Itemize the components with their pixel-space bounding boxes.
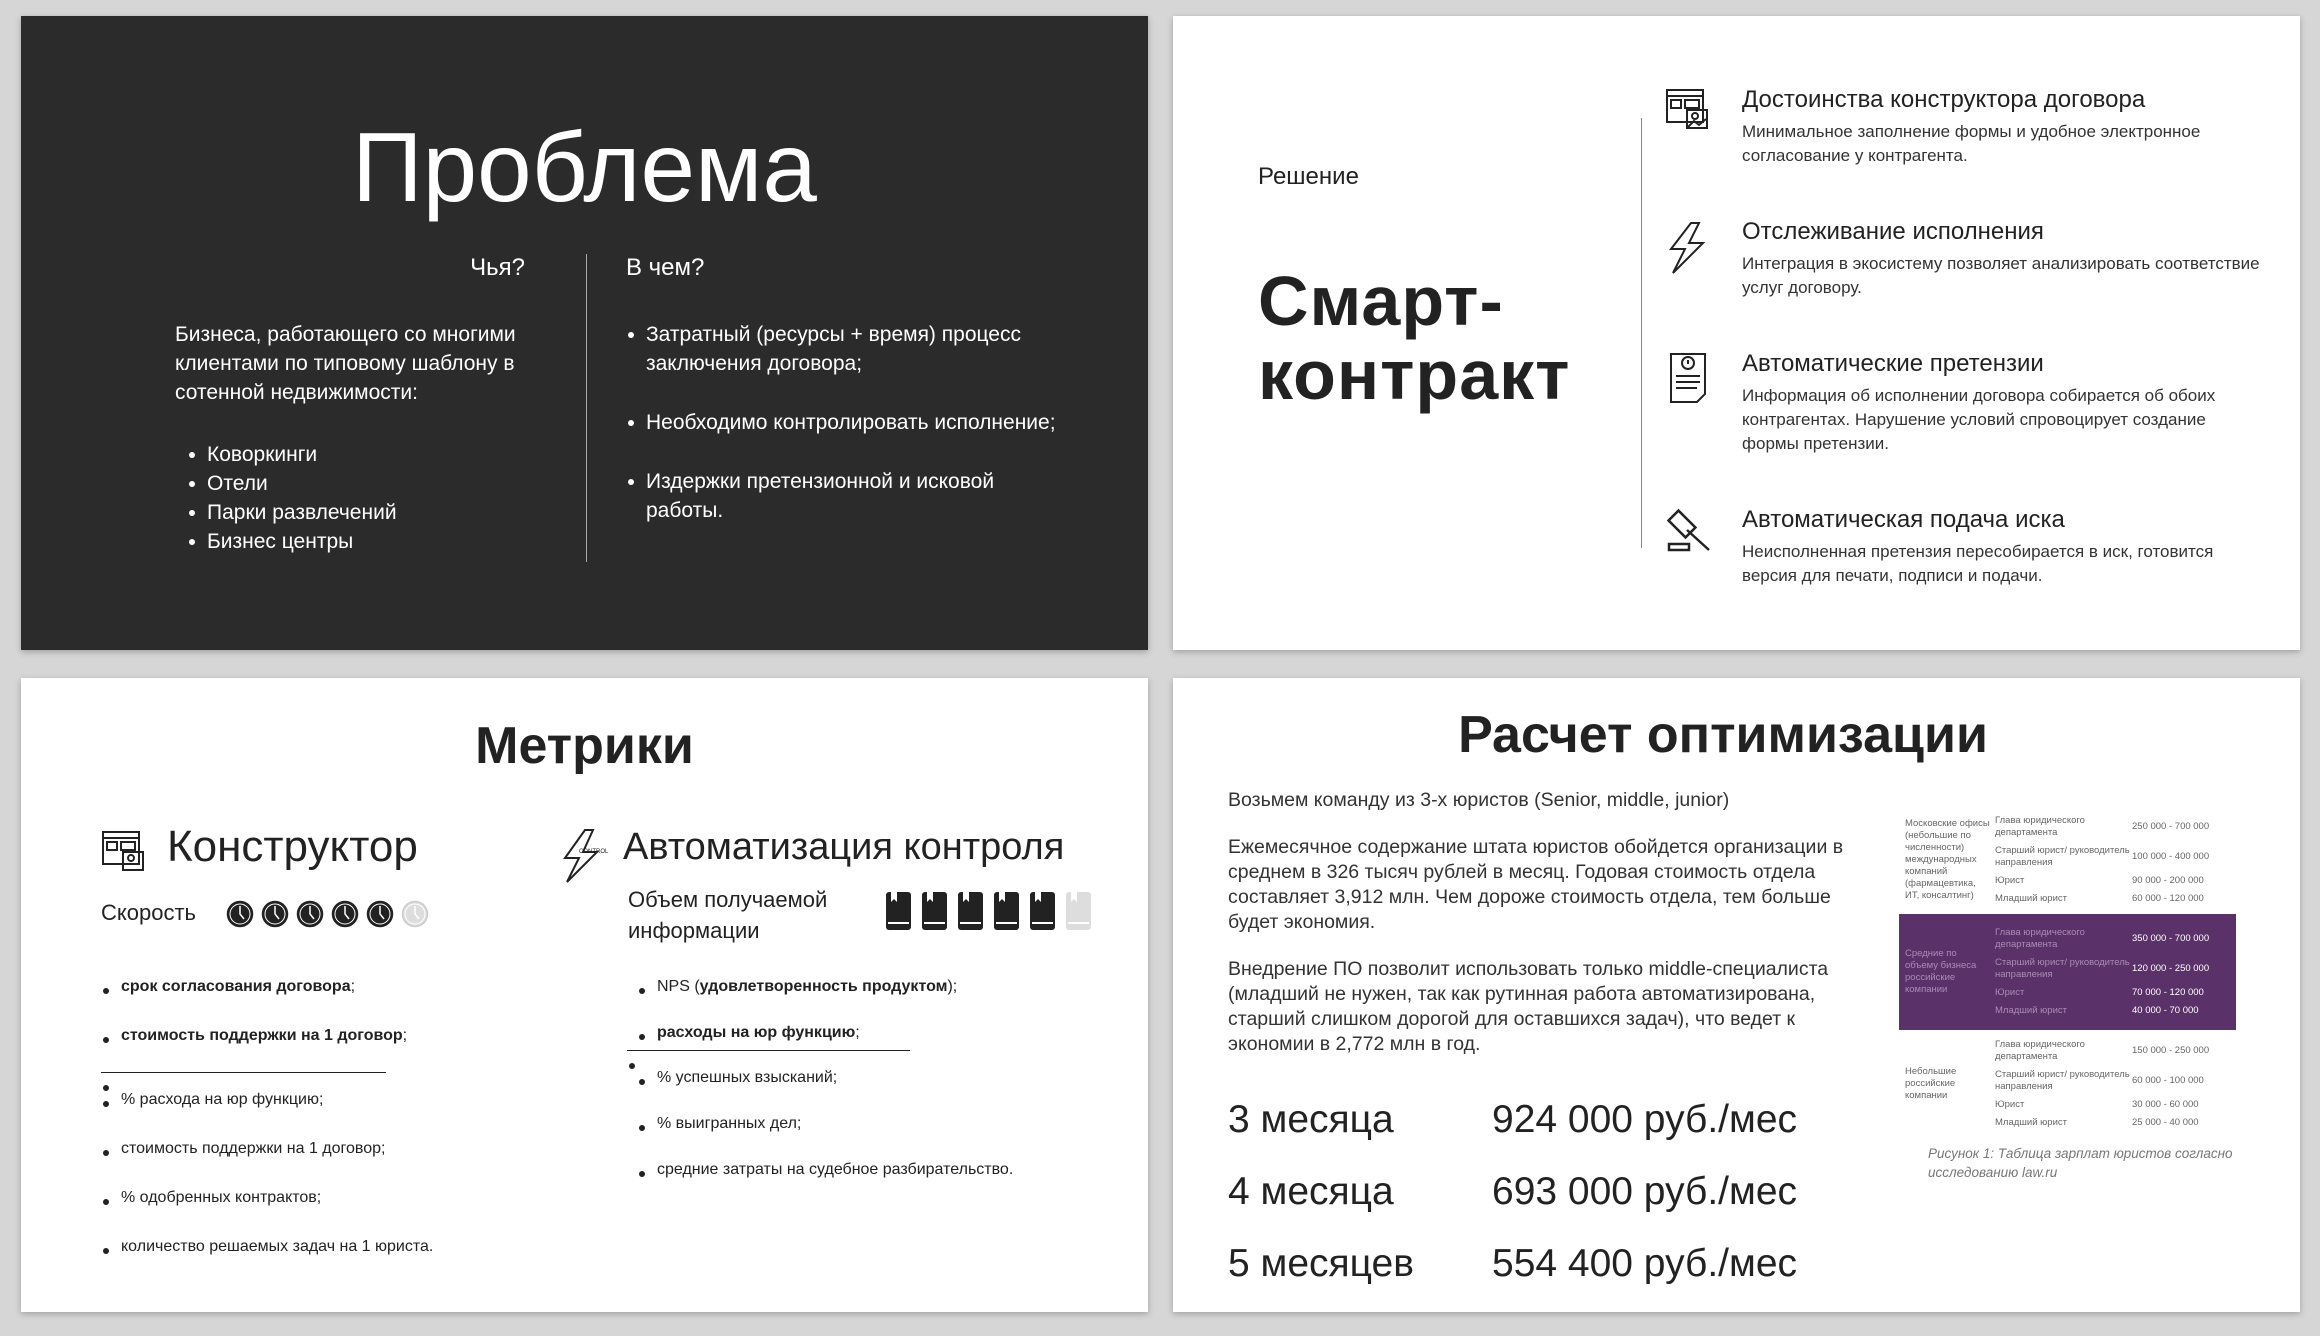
list-item: Коворкинги [187, 440, 397, 469]
clock-filled-icon [296, 900, 324, 928]
paragraph: Внедрение ПО позволит использовать только middle-специалиста (младший не нужен, так как рутинная работа автоматизирована, старший слишком дорогой для оставшихся задач), что ведет к экономии в 2,772 млн в год. [1228, 958, 1829, 1055]
divider [1641, 118, 1642, 548]
salary-cell: 100 000 - 400 000 [2132, 851, 2210, 862]
list-item: Издержки претензионной и исковой работы. [626, 467, 1066, 525]
list-item [637, 976, 1117, 1022]
salary-cell: 350 000 - 700 000 [2132, 933, 2210, 944]
feature-tracking [1742, 218, 2262, 300]
icon-text: CONTROL [579, 849, 609, 855]
salary-cell: 30 000 - 60 000 [2132, 1099, 2199, 1110]
table-group [1899, 1030, 2236, 1138]
list-item: средние затраты на судебное разбирательство. [637, 1159, 1117, 1208]
result-row [1228, 1242, 1868, 1312]
section-heading: Конструктор [167, 822, 418, 871]
period: 4 месяца [1228, 1170, 1394, 1213]
clock-filled-icon [366, 900, 394, 928]
slide-title: Смарт-контракт [1258, 262, 1571, 414]
clock-empty-icon [401, 900, 429, 928]
position-cell: Старший юрист/ руководитель направления [1995, 1069, 2130, 1092]
feature-desc: Неисполненная претензия пересобирается в иск, готовится версия для печати, подписи и подачи. [1742, 542, 2214, 585]
separator [101, 1072, 386, 1073]
item-suffix: ; [855, 1024, 860, 1041]
position-cell: Старший юрист/ руководитель направления [1995, 845, 2130, 868]
constructor-icon [101, 828, 147, 874]
feature-title: Достоинства конструктора договора [1742, 86, 2146, 113]
feature-constructor [1742, 86, 2262, 168]
who-text: Бизнеса, работающего со многими клиентами по типовому шаблону в сотенной недвижимости: [175, 323, 516, 404]
item-text: срок согласования договора [121, 978, 351, 995]
list-item: % успешных взысканий; [637, 1067, 1117, 1113]
what-heading: В чем? [626, 254, 705, 281]
slide-subtitle: Решение [1258, 163, 1359, 190]
salary-cell: 40 000 - 70 000 [2132, 1005, 2199, 1016]
salary-cell: 60 000 - 120 000 [2132, 893, 2204, 904]
list-item: Необходимо контролировать исполнение; [626, 408, 1066, 437]
who-heading: Чья? [470, 254, 525, 281]
feature-title: Автоматическая подача иска [1742, 506, 2065, 533]
item-text: расходы на юр функцию [657, 1024, 856, 1041]
salary-cell: 25 000 - 40 000 [2132, 1117, 2199, 1128]
book-filled-icon [885, 891, 912, 931]
item-suffix: ; [402, 1027, 408, 1044]
group-label: Средние по объему бизнеса российские компании [1905, 948, 1977, 995]
feature-lawsuit [1742, 506, 2262, 588]
constructor-icon [1665, 86, 1711, 132]
position-cell: Младший юрист [1995, 893, 2067, 904]
item-suffix: ); [947, 978, 958, 995]
salary-cell: 250 000 - 700 000 [2132, 821, 2210, 832]
left-metrics-list [101, 976, 541, 1285]
position-cell: Юрист [1995, 875, 2025, 886]
position-cell: Глава юридического департамента [1995, 815, 2085, 838]
slide-metrics[interactable] [21, 678, 1148, 1312]
gavel-icon [1665, 506, 1713, 554]
clock-filled-icon [261, 900, 289, 928]
value: 554 400 руб./мес [1492, 1242, 1798, 1285]
result-row [1228, 1098, 1868, 1170]
paragraph: Возьмем команду из 3-х юристов (Senior, middle, junior) [1228, 789, 1730, 811]
feature-desc: Информация об исполнении договора собирается об обоих контрагентах. Нарушение условий спровоцирует создание формы претензии. [1742, 386, 2216, 453]
item-suffix: ; [350, 978, 356, 995]
salary-cell: 70 000 - 120 000 [2132, 987, 2204, 998]
list-item: Затратный (ресурсы + время) процесс заключения договора; [626, 320, 1066, 378]
rating-label: Скорость [101, 900, 197, 925]
slide-optimization[interactable] [1173, 678, 2300, 1312]
feature-desc: Интеграция в экосистему позволяет анализировать соответствие услуг договору. [1742, 254, 2260, 297]
document-alert-icon [1667, 352, 1709, 404]
item-prefix: NPS ( [657, 978, 700, 995]
slide-problem[interactable] [21, 16, 1148, 650]
table-group [1899, 914, 2236, 1030]
value: 924 000 руб./мес [1492, 1098, 1798, 1141]
control-lightning-icon [559, 828, 609, 884]
clock-filled-icon [331, 900, 359, 928]
position-cell: Юрист [1995, 1099, 2025, 1110]
feature-desc: Минимальное заполнение формы и удобное электронное согласование у контрагента. [1742, 122, 2201, 165]
position-cell: Юрист [1995, 987, 2025, 998]
control-lightning-icon [1665, 221, 1711, 275]
position-cell: Младший юрист [1995, 1005, 2067, 1016]
list-item: Бизнес центры [187, 527, 397, 556]
salary-cell: 90 000 - 200 000 [2132, 875, 2204, 886]
salary-cell: 150 000 - 250 000 [2132, 1045, 2210, 1056]
item-text: стоимость поддержки на 1 договор [121, 1027, 403, 1044]
slide-title: Метрики [475, 717, 694, 775]
list-item: % выигранных дел; [637, 1113, 1117, 1159]
group-label: Небольшие российские компании [1905, 1066, 1957, 1101]
list-item [101, 1025, 541, 1072]
feature-claims [1742, 350, 2262, 456]
slide-title: Расчет оптимизации [1458, 706, 1988, 764]
separator [627, 1050, 910, 1051]
period: 3 месяца [1228, 1098, 1394, 1141]
info-rating [885, 891, 1092, 931]
right-metrics-list [637, 976, 1117, 1208]
list-item: стоимость поддержки на 1 договор; [101, 1138, 541, 1187]
clock-filled-icon [226, 900, 254, 928]
position-cell: Глава юридического департамента [1995, 927, 2085, 950]
list-item: Парки развлечений [187, 498, 397, 527]
speed-rating [226, 900, 429, 928]
list-item: Отели [187, 469, 397, 498]
salary-cell: 60 000 - 100 000 [2132, 1075, 2204, 1086]
section-heading: Автоматизация контроля [623, 826, 1065, 868]
table-caption: Рисунок 1: Таблица зарплат юристов согласно исследованию law.ru [1928, 1146, 2233, 1180]
list-item: количество решаемых задач на 1 юриста. [101, 1236, 541, 1285]
salary-table [1899, 806, 2236, 1138]
column-divider [586, 254, 587, 562]
paragraph: Ежемесячное содержание штата юристов обойдется организации в среднем в 326 тысяч рублей в месяц. Годовая стоимость отдела составляет 3,912 млн. Чем дороже стоимость отдела, тем больше будет экономия. [1228, 836, 1844, 933]
list-item [101, 976, 541, 1025]
book-filled-icon [957, 891, 984, 931]
table-group [1899, 806, 2236, 914]
result-row [1228, 1170, 1868, 1242]
results [1228, 1098, 1868, 1312]
slide-solution[interactable] [1173, 16, 2300, 650]
slide-title: Проблема [352, 112, 817, 222]
list-item: % одобренных контрактов; [101, 1187, 541, 1236]
value: 693 000 руб./мес [1492, 1170, 1798, 1213]
position-cell: Глава юридического департамента [1995, 1039, 2085, 1062]
what-list [626, 320, 1066, 525]
position-cell: Младший юрист [1995, 1117, 2067, 1128]
text-block [1228, 788, 1878, 1057]
feature-title: Автоматические претензии [1742, 350, 2044, 377]
who-list [187, 440, 397, 556]
rating-label: Объем получаемой информации [628, 887, 828, 943]
position-cell: Старший юрист/ руководитель направления [1995, 957, 2130, 980]
list-item: % расхода на юр функцию; [101, 1089, 541, 1138]
book-filled-icon [921, 891, 948, 931]
book-filled-icon [1029, 891, 1056, 931]
group-label: Московские офисы (небольшие по численности) международных компаний (фармацевтика, ИТ, консалтинг) [1905, 818, 1990, 901]
list-item [637, 1022, 1117, 1050]
book-empty-icon [1065, 891, 1092, 931]
period: 5 месяцев [1228, 1242, 1414, 1285]
book-filled-icon [993, 891, 1020, 931]
feature-title: Отслеживание исполнения [1742, 218, 2044, 245]
item-text: удовлетворенность продуктом [699, 978, 948, 995]
salary-cell: 120 000 - 250 000 [2132, 963, 2210, 974]
